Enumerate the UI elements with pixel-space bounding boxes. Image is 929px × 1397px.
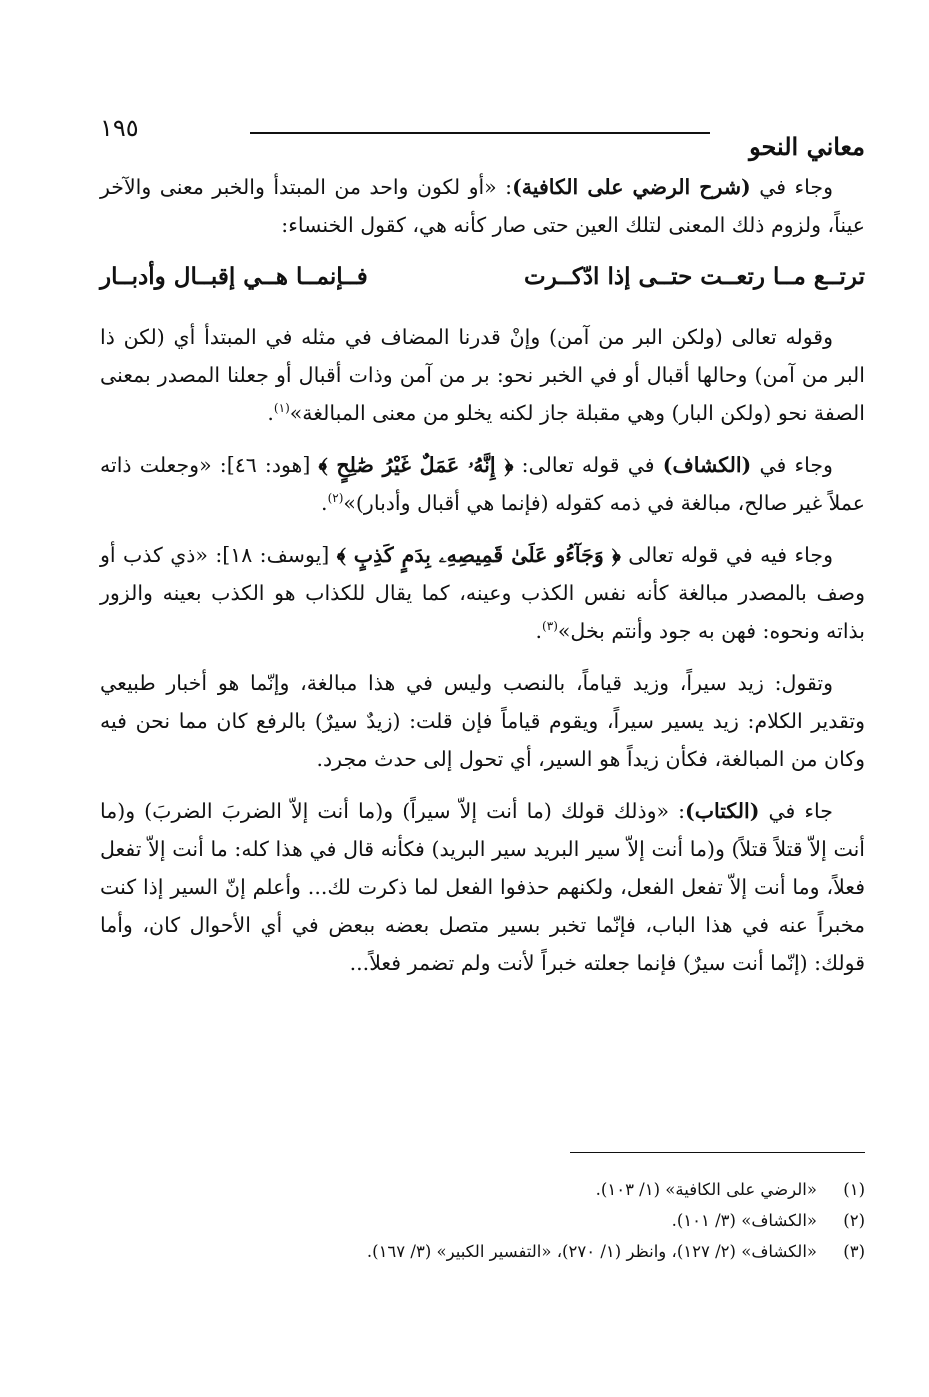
- footnote-marker[interactable]: (٣): [542, 619, 558, 634]
- footnote-item: [100, 1205, 865, 1236]
- page-header: [100, 112, 865, 162]
- running-title: معاني النحو: [749, 132, 865, 161]
- paragraph-lead: وجاء في: [759, 453, 833, 477]
- paragraph-6: [100, 792, 865, 982]
- paragraph-3: [100, 446, 865, 522]
- footnote-number: (١): [843, 1180, 865, 1199]
- main-text: [100, 168, 865, 996]
- paragraph-text: وقوله تعالى (ولكن البر من آمن) وإنْ قدرنا المضاف في مثله في المبتدأ أي (لكن ذا البر من آمن) وحالها أقبال أو في الخبر نحو: بر من آمن وذات أقبال أو جعلنا المصدر بمعنى الصفة نحو (ولكن البار) وهي مقبلة جاز لكنه يخلو من معنى المبالغة»: [100, 325, 865, 425]
- paragraph-text: في قوله تعالى:: [521, 453, 655, 477]
- verse-hemistich-first: ترتــع مــا رتعــت حتــى إذا ادّكــرت: [524, 263, 865, 290]
- footnotes: [100, 1174, 865, 1267]
- paragraph-lead: وجاء فيه في قوله تعالى: [628, 543, 833, 567]
- footnote-marker[interactable]: (١): [273, 401, 290, 416]
- paragraph-end: .: [321, 491, 328, 515]
- paragraph-lead: جاء في: [768, 799, 833, 823]
- footnote-marker[interactable]: (٢): [327, 491, 344, 506]
- paragraph-text: : «ذي كذب أو وصف بالمصدر مبالغة كأنه نفس الكذب وعينه، كما يقال للكذاب هو الكذب بعينه والزور بذاته ونحوه: فهن به جود وأنتم بخل»: [100, 543, 865, 643]
- footnote-number: (٢): [843, 1211, 865, 1230]
- paragraph-lead: وجاء في: [759, 175, 833, 199]
- verse-hemistich-second: فــإنمــا هــي إقبــال وأدبــار: [100, 263, 368, 290]
- footnote-text: «الكشاف» (٢/ ١٢٧)، وانظر (١/ ٢٧٠)، «التفسير الكبير» (٣/ ١٦٧).: [366, 1242, 817, 1261]
- quran-verse: ﴿ إِنَّهُۥ عَمَلٌ غَيْرُ صَٰلِحٍ ﴾: [318, 453, 514, 477]
- verse-reference: [هود: ٤٦]: [226, 453, 311, 477]
- paragraph-text: : «وذلك قولك (ما أنت إلاّ سيراً) و(ما أنت إلاّ الضربَ الضربَ) و(ما أنت إلاّ قتلاً قتلاً) و(ما أنت إلاّ سير البريد سير البريد) فكأنه قال في هذا كله: ما أنت إلاّ تفعل فعلاً، وما أنت إلاّ تفعل الفعل، ولكنهم حذفوا الفعل لما ذكرت لك... وأعلم إنّ السير إذا كنت مخبراً عنه في هذا الباب، فإنّما تخبر بسير متصل بعضه ببعض في أي الأحوال كان، وأما قولك: (إنّما أنت سيرٌ) فإنما جعلته خبراً لأنت ولم تضمر فعلاً...: [100, 799, 865, 975]
- poem-verse: [100, 258, 865, 296]
- quran-verse: ﴿ وَجَآءُو عَلَىٰ قَمِيصِهِۦ بِدَمٍ كَذِبٍ ﴾: [336, 543, 621, 567]
- paragraph-text: : «أو لكون واحد من المبتدأ والخبر معنى والآخر عيناً، ولزوم ذلك المعنى لتلك العين حتى صار كأنه هي، كقول الخنساء:: [100, 175, 865, 237]
- footnote-text: «الرضي على الكافية» (١/ ١٠٣).: [595, 1180, 817, 1199]
- source-title: (شرح الرضي على الكافية): [512, 175, 751, 199]
- footnote-text: «الكشاف» (٣/ ١٠١).: [671, 1211, 817, 1230]
- paragraph-text: : «وجعلت ذاته عملاً غير صالح، مبالغة في ذمه كقوله (فإنما هي أقبال وأدبار)»: [100, 453, 865, 515]
- footnote-item: [100, 1236, 865, 1267]
- footnote-item: [100, 1174, 865, 1205]
- paragraph-end: .: [267, 401, 274, 425]
- paragraph-2: [100, 318, 865, 432]
- header-rule: [250, 132, 710, 134]
- footnote-rule: [570, 1152, 865, 1153]
- paragraph-5: [100, 664, 865, 778]
- paragraph-text: وتقول: زيد سيراً، وزيد قياماً، بالنصب وليس في هذا مبالغة، وإنّما هو أخبار طبيعي وتقدير الكلام: زيد يسير سيراً، ويقوم قياماً فإن قلت: (زيدٌ سيرٌ) بالرفع كان مما نحن فيه وكان من المبالغة، فكأن زيداً هو السير، أي تحول إلى حدث مجرد.: [100, 671, 865, 771]
- source-title: (الكشاف): [662, 453, 752, 477]
- source-title: (الكتاب): [685, 799, 760, 823]
- paragraph-1: [100, 168, 865, 244]
- verse-reference: [يوسف: ١٨]: [222, 543, 330, 567]
- footnote-number: (٣): [843, 1242, 865, 1261]
- page-number: ١٩٥: [100, 114, 139, 142]
- paragraph-4: [100, 536, 865, 650]
- paragraph-end: .: [535, 619, 543, 643]
